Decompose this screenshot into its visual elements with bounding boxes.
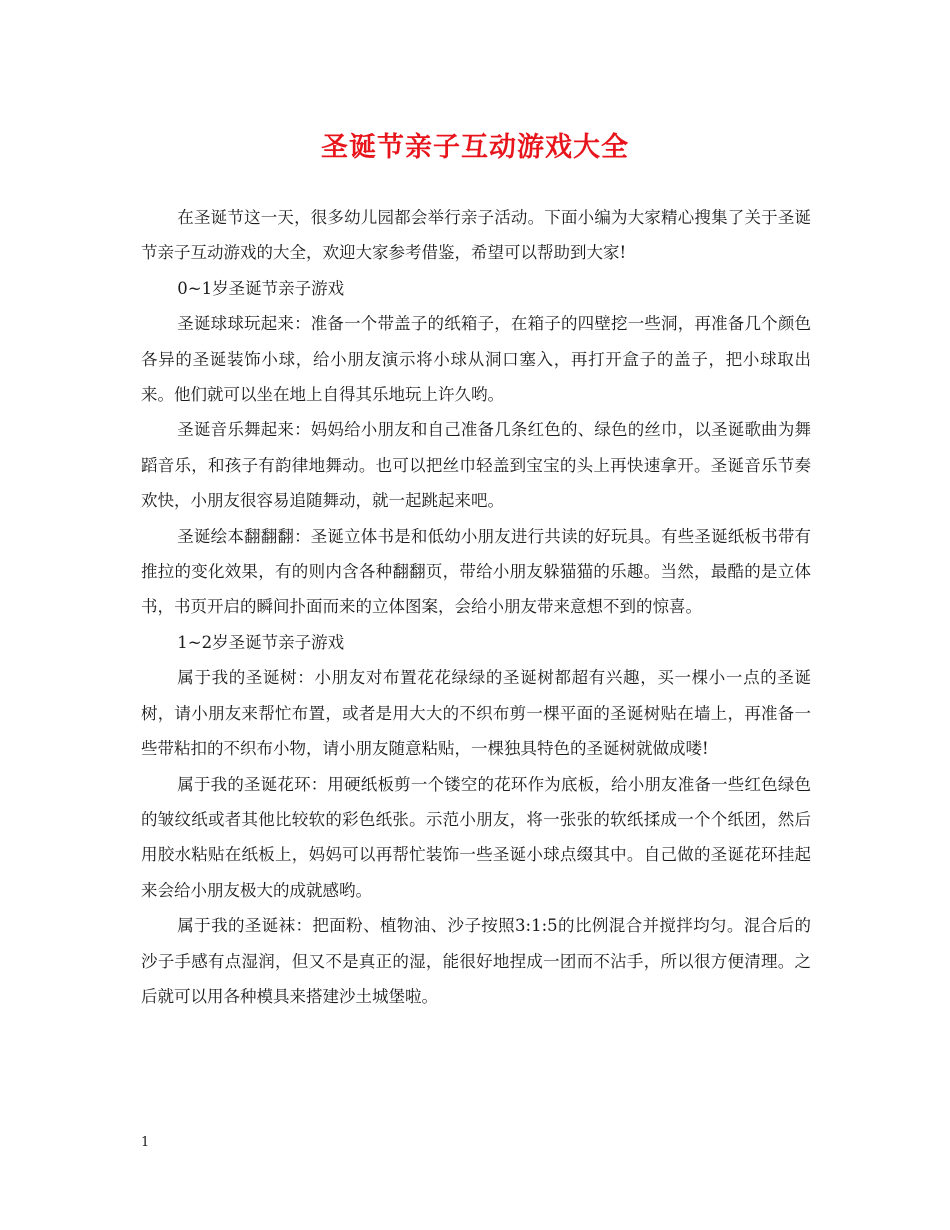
page-number: 1 — [141, 1135, 150, 1150]
paragraph-christmas-balls: 圣诞球球玩起来：准备一个带盖子的纸箱子，在箱子的四壁挖一些洞，再准备几个颜色各异的圣诞装饰小球，给小朋友演示将小球从洞口塞入，再打开盒子的盖子，把小球取出来。他们就可以坐在地上自得其乐地玩上许久哟。 — [141, 314, 811, 405]
section-heading-1-2: 1~2岁圣诞节亲子游戏 — [177, 632, 345, 652]
intro-paragraph: 在圣诞节这一天，很多幼儿园都会举行亲子活动。下面小编为大家精心搜集了关于圣诞节亲子互动游戏的大全，欢迎大家参考借鉴，希望可以帮助到大家! — [141, 208, 811, 263]
document-title: 圣诞节亲子互动游戏大全 — [321, 132, 629, 163]
document-body — [141, 200, 811, 1014]
paragraph-christmas-stocking: 属于我的圣诞袜：把面粉、植物油、沙子按照3:1:5的比例混合并搅拌均匀。混合后的沙子手感有点湿润，但又不是真正的湿，能很好地捏成一团而不沾手，所以很方便清理。之后就可以用各种模具来搭建沙土城堡啦。 — [141, 916, 811, 1006]
paragraph-christmas-tree: 属于我的圣诞树：小朋友对布置花花绿绿的圣诞树都超有兴趣，买一棵小一点的圣诞树，请小朋友来帮忙布置，或者是用大大的不织布剪一棵平面的圣诞树贴在墙上，再准备一些带粘扣的不织布小物，请小朋友随意粘贴，一棵独具特色的圣诞树就做成喽! — [141, 668, 811, 759]
paragraph-christmas-wreath: 属于我的圣诞花环：用硬纸板剪一个镂空的花环作为底板，给小朋友准备一些红色绿色的皱纹纸或者其他比较软的彩色纸张。示范小朋友，将一张张的软纸揉成一个个纸团，然后用胶水粘贴在纸板上，妈妈可以再帮忙装饰一些圣诞小球点缀其中。自己做的圣诞花环挂起来会给小朋友极大的成就感哟。 — [141, 774, 811, 900]
paragraph-christmas-music: 圣诞音乐舞起来：妈妈给小朋友和自己准备几条红色的、绿色的丝巾，以圣诞歌曲为舞蹈音乐，和孩子有韵律地舞动。也可以把丝巾轻盖到宝宝的头上再快速拿开。圣诞音乐节奏欢快，小朋友很容易追随舞动，就一起跳起来吧。 — [141, 420, 811, 511]
section-heading-0-1: 0~1岁圣诞节亲子游戏 — [177, 278, 345, 298]
paragraph-christmas-books: 圣诞绘本翻翻翻：圣诞立体书是和低幼小朋友进行共读的好玩具。有些圣诞纸板书带有推拉的变化效果，有的则内含各种翻翻页，带给小朋友躲猫猫的乐趣。当然，最酷的是立体书，书页开启的瞬间扑面而来的立体图案，会给小朋友带来意想不到的惊喜。 — [141, 526, 811, 617]
